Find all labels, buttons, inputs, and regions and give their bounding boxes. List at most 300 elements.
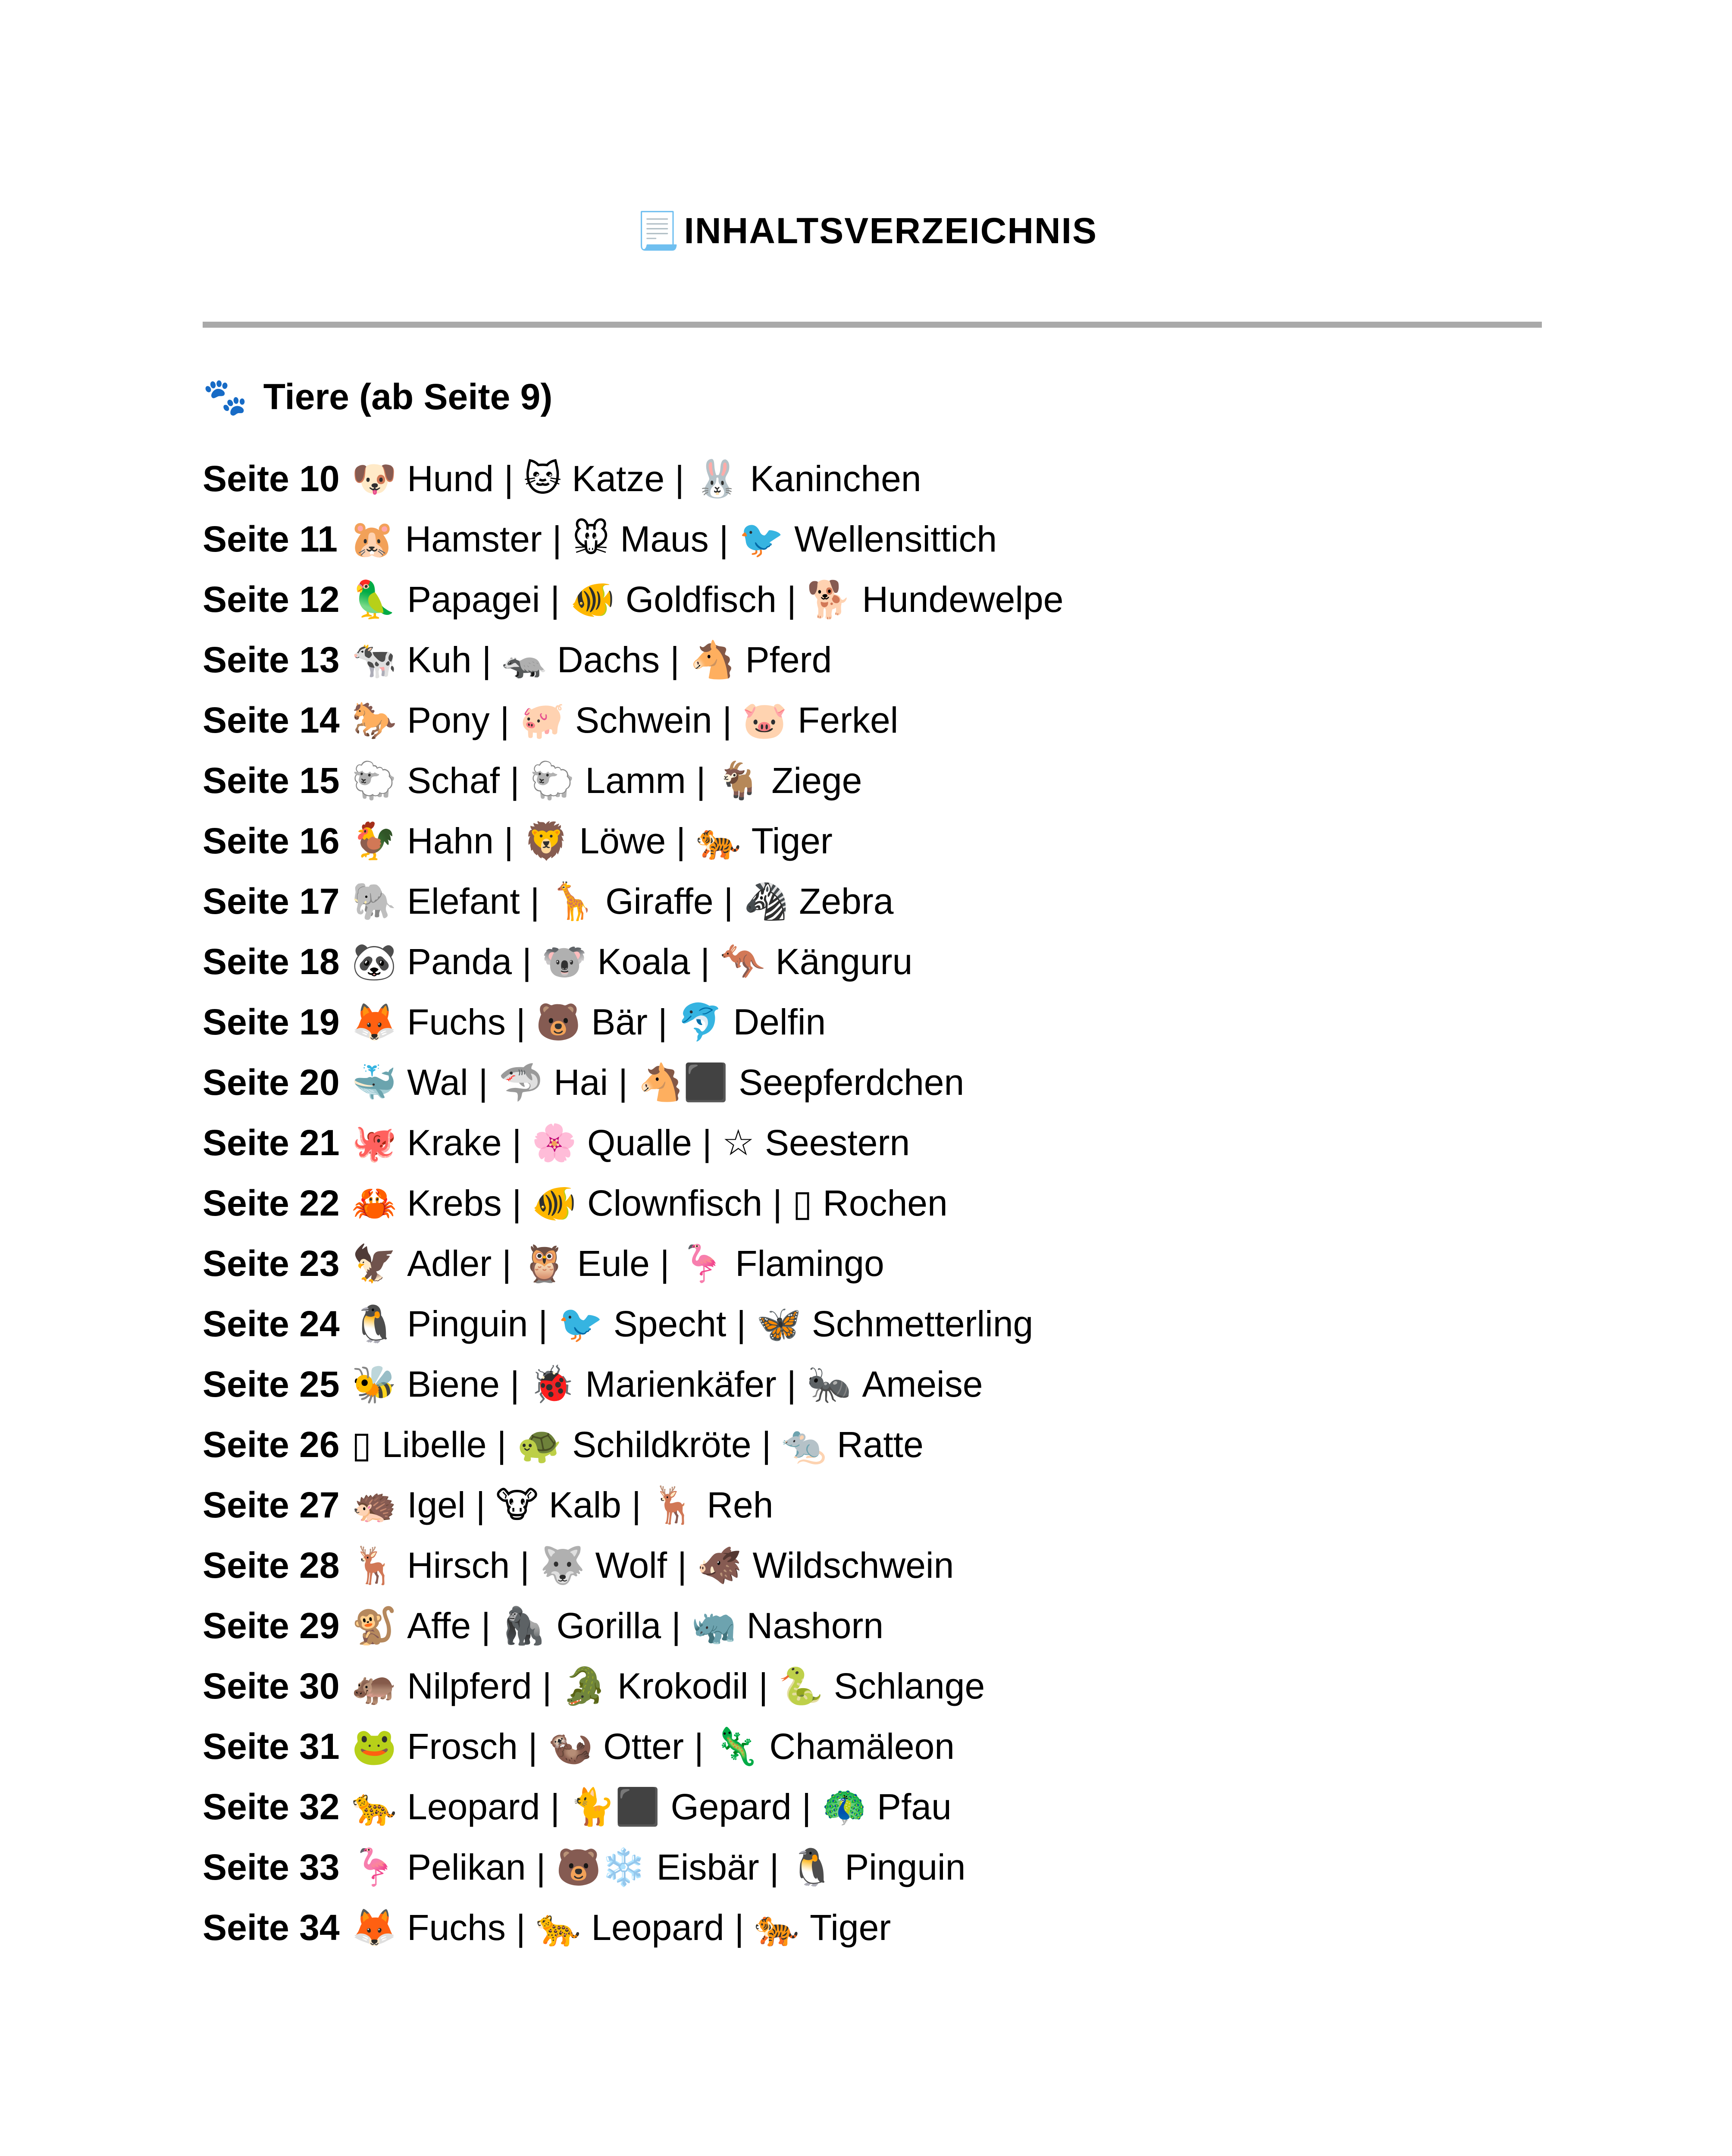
animal-icon: ☆ — [722, 1122, 755, 1163]
toc-entry — [517, 1424, 751, 1465]
toc-entry-label: Leopard — [407, 1786, 540, 1827]
animal-icon: 🐨 — [542, 941, 587, 982]
toc-separator: | — [696, 760, 706, 801]
toc-separator: | — [786, 1364, 796, 1404]
toc-separator: | — [538, 1304, 548, 1344]
animal-icon: 🐝 — [351, 1364, 397, 1404]
animal-icon: 🐭 — [572, 519, 610, 559]
toc-entry-label: Katze — [572, 458, 665, 499]
toc-page-number: Seite 34 — [203, 1907, 340, 1948]
toc-separator: | — [658, 1002, 667, 1042]
toc-entry — [821, 1786, 951, 1827]
animal-icon: 🦉 — [522, 1243, 567, 1284]
animal-icon: 🐰 — [695, 458, 740, 499]
toc-entry — [720, 941, 912, 982]
toc-entry — [756, 1304, 1033, 1344]
toc-separator: | — [736, 1304, 746, 1344]
toc-entry — [352, 579, 540, 620]
toc-entry — [352, 1786, 540, 1827]
toc-entry — [352, 1304, 528, 1344]
animal-icon: 🐧 — [351, 1304, 397, 1344]
toc-row — [203, 1052, 1539, 1112]
toc-entry-label: Marienkäfer — [585, 1364, 777, 1404]
toc-entry — [352, 1726, 518, 1767]
animal-icon: 🐧 — [789, 1847, 835, 1887]
animal-icon: 🦩 — [351, 1847, 397, 1887]
toc-separator: | — [802, 1786, 811, 1827]
animal-icon: 🐻 — [536, 1002, 581, 1042]
toc-entry-label: Hai — [554, 1062, 608, 1103]
animal-icon: 🐼 — [351, 941, 397, 982]
section-heading-text: Tiere (ab Seite 9) — [263, 376, 553, 417]
animal-icon: 🐊 — [562, 1666, 608, 1706]
toc-separator: | — [787, 579, 796, 620]
toc-entry — [678, 1002, 826, 1042]
toc-page-number: Seite 24 — [203, 1304, 340, 1344]
toc-entry — [550, 881, 713, 921]
toc-separator: | — [512, 1183, 522, 1223]
toc-entry — [524, 458, 664, 499]
toc-entry — [352, 1424, 487, 1465]
toc-entry-label: Hirsch — [407, 1545, 510, 1586]
toc-entry — [696, 821, 833, 861]
toc-separator: | — [512, 1122, 522, 1163]
animal-icon: 🦘 — [720, 941, 765, 982]
toc-separator: | — [675, 458, 684, 499]
toc-separator: | — [497, 1424, 507, 1465]
toc-page-number: Seite 25 — [203, 1364, 340, 1404]
toc-entry-label: Fuchs — [407, 1002, 506, 1042]
toc-separator: | — [671, 1605, 681, 1646]
toc-entry — [651, 1485, 774, 1525]
toc-entry — [570, 1786, 791, 1827]
toc-row — [203, 448, 1539, 509]
animal-icon: 🦌 — [351, 1545, 397, 1586]
toc-entry — [352, 1847, 526, 1887]
toc-entry-label: Pfau — [877, 1786, 952, 1827]
toc-separator: | — [552, 519, 562, 559]
toc-entry — [352, 1907, 506, 1948]
toc-entry — [524, 821, 666, 861]
toc-entry — [548, 1726, 684, 1767]
toc-entry-label: Ziege — [771, 760, 862, 801]
animal-icon: 🐆 — [536, 1907, 581, 1948]
animal-icon: 🐎 — [351, 700, 397, 740]
toc-entry — [352, 1183, 502, 1223]
toc-entry — [350, 519, 542, 559]
animal-icon: 🐷 — [742, 700, 787, 740]
toc-entry — [501, 1605, 661, 1646]
animal-icon: 🐐 — [716, 760, 761, 801]
toc-row — [203, 1777, 1539, 1837]
toc-separator: | — [550, 579, 560, 620]
toc-page-number: Seite 21 — [203, 1122, 340, 1163]
toc-entry-label: Otter — [603, 1726, 684, 1767]
toc-entry-label: Hamster — [405, 519, 542, 559]
toc-entry-label: Clownfisch — [587, 1183, 763, 1223]
toc-entry-label: Ferkel — [797, 700, 899, 740]
toc-entry-label: Löwe — [579, 821, 666, 861]
animal-icon: 🐆 — [351, 1786, 397, 1827]
toc-entry-label: Schmetterling — [811, 1304, 1034, 1344]
toc-separator: | — [700, 941, 710, 982]
toc-entry — [352, 1485, 466, 1525]
toc-entry-label: Pelikan — [407, 1847, 526, 1887]
animal-icon: 🦩 — [680, 1243, 725, 1284]
toc-page-number: Seite 11 — [203, 519, 338, 559]
toc-page-number: Seite 19 — [203, 1002, 340, 1042]
toc-entry — [495, 1485, 621, 1525]
toc-separator: | — [694, 1726, 704, 1767]
toc-row — [203, 931, 1539, 992]
animal-icon: 🦚 — [821, 1786, 867, 1827]
toc-entry-label: Panda — [407, 941, 512, 982]
toc-page-number: Seite 26 — [203, 1424, 340, 1465]
section-heading — [203, 369, 552, 425]
toc-page-number: Seite 18 — [203, 941, 340, 982]
toc-separator: | — [481, 1605, 491, 1646]
animal-icon: 🐅 — [696, 821, 741, 861]
toc-list — [203, 448, 1539, 1958]
toc-separator: | — [528, 1726, 538, 1767]
toc-entry — [352, 700, 490, 740]
toc-entry-label: Nilpferd — [407, 1666, 532, 1706]
toc-entry-label: Schlange — [833, 1666, 985, 1706]
toc-row — [203, 690, 1539, 750]
animal-icon: 🐴⬛ — [638, 1062, 729, 1103]
animal-icon: 🦀 — [351, 1183, 397, 1223]
toc-entry-label: Reh — [707, 1485, 774, 1525]
toc-separator: | — [482, 639, 492, 680]
toc-entry-label: Krebs — [407, 1183, 502, 1223]
toc-entry-label: Koala — [597, 941, 690, 982]
toc-separator: | — [510, 1364, 520, 1404]
animal-icon: ▯ — [792, 1183, 813, 1223]
toc-entry — [638, 1062, 964, 1103]
animal-icon: 🦌 — [651, 1485, 697, 1525]
animal-icon: 🐻❄️ — [556, 1847, 646, 1887]
toc-page-number: Seite 28 — [203, 1545, 340, 1586]
toc-entry-label: Leopard — [591, 1907, 724, 1948]
toc-entry-label: Wellensittich — [794, 519, 997, 559]
toc-entry-label: Pinguin — [407, 1304, 528, 1344]
animal-icon: 🐓 — [351, 821, 397, 861]
toc-entry — [562, 1666, 748, 1706]
toc-entry — [778, 1666, 985, 1706]
toc-entry — [352, 1545, 510, 1586]
animal-icon: 🦈 — [498, 1062, 544, 1103]
toc-separator: | — [510, 760, 520, 801]
toc-entry — [352, 458, 494, 499]
toc-row — [203, 871, 1539, 931]
toc-page-number: Seite 23 — [203, 1243, 340, 1284]
toc-entry — [743, 881, 893, 921]
toc-entry-label: Wolf — [595, 1545, 667, 1586]
animal-icon: 🐳 — [351, 1062, 397, 1103]
toc-separator: | — [476, 1485, 485, 1525]
toc-entry-label: Schaf — [407, 760, 500, 801]
toc-row — [203, 1354, 1539, 1414]
toc-page-number: Seite 15 — [203, 760, 340, 801]
toc-entry — [807, 579, 1064, 620]
toc-entry-label: Bär — [591, 1002, 648, 1042]
toc-entry — [520, 700, 712, 740]
animal-icon: 🐴 — [689, 639, 735, 680]
toc-separator: | — [502, 1243, 512, 1284]
toc-separator: | — [536, 1847, 546, 1887]
toc-separator: | — [618, 1062, 628, 1103]
animal-icon: 🦡 — [501, 639, 547, 680]
animal-icon: 🐮 — [495, 1485, 539, 1525]
toc-separator: | — [758, 1666, 768, 1706]
animal-icon: 🌸 — [532, 1122, 577, 1163]
animal-icon: 🐠 — [532, 1183, 577, 1223]
toc-entry — [807, 1364, 983, 1404]
toc-page-number: Seite 13 — [203, 639, 340, 680]
toc-entry — [695, 458, 921, 499]
toc-entry-label: Hund — [407, 458, 494, 499]
animal-icon: 🐬 — [677, 1002, 723, 1042]
toc-entry-label: Nashorn — [746, 1605, 884, 1646]
toc-entry — [742, 700, 898, 740]
animal-icon: 🐦 — [558, 1304, 603, 1344]
toc-entry-label: Ameise — [862, 1364, 983, 1404]
page-title-text: INHALTSVERZEICHNIS — [684, 210, 1098, 251]
animal-icon: 🐗 — [697, 1545, 742, 1586]
toc-entry — [781, 1424, 923, 1465]
toc-entry-label: Delfin — [733, 1002, 826, 1042]
animal-icon: 🐦 — [739, 519, 784, 559]
animal-icon: 🦛 — [351, 1666, 397, 1706]
toc-entry — [352, 881, 520, 921]
toc-entry-label: Krake — [407, 1122, 502, 1163]
animal-icon: 🐸 — [351, 1726, 397, 1767]
toc-entry — [680, 1243, 884, 1284]
toc-entry-label: Eisbär — [656, 1847, 759, 1887]
toc-entry-label: Libelle — [382, 1424, 487, 1465]
animal-icon: 🦏 — [691, 1605, 736, 1646]
toc-separator: | — [631, 1485, 641, 1525]
toc-entry-label: Schildkröte — [572, 1424, 752, 1465]
toc-page-number: Seite 31 — [203, 1726, 340, 1767]
toc-separator: | — [516, 1907, 526, 1948]
toc-entry — [352, 1062, 468, 1103]
toc-separator: | — [550, 1786, 560, 1827]
toc-entry — [536, 1002, 648, 1042]
toc-page-number: Seite 14 — [203, 700, 340, 740]
toc-row — [203, 992, 1539, 1052]
toc-row — [203, 1716, 1539, 1777]
toc-page-number: Seite 12 — [203, 579, 340, 620]
toc-row — [203, 509, 1539, 569]
toc-page-number: Seite 27 — [203, 1485, 340, 1525]
animal-icon: 🦒 — [550, 881, 595, 921]
toc-entry-label: Tiger — [810, 1907, 891, 1948]
toc-entry — [352, 941, 512, 982]
toc-entry-label: Kaninchen — [750, 458, 921, 499]
toc-entry-label: Pinguin — [845, 1847, 966, 1887]
toc-entry — [556, 1847, 759, 1887]
toc-entry-label: Frosch — [407, 1726, 518, 1767]
page-title — [0, 203, 1732, 259]
toc-page-number: Seite 33 — [203, 1847, 340, 1887]
paw-prints-icon: 🐾 — [203, 376, 248, 417]
toc-entry — [716, 760, 862, 801]
toc-entry-label: Igel — [407, 1485, 466, 1525]
toc-entry-label: Goldfisch — [625, 579, 777, 620]
toc-entry-label: Hundewelpe — [862, 579, 1064, 620]
toc-entry-label: Biene — [407, 1364, 500, 1404]
toc-entry-label: Krokodil — [617, 1666, 749, 1706]
toc-entry-label: Seestern — [764, 1122, 910, 1163]
toc-separator: | — [734, 1907, 744, 1948]
toc-separator: | — [761, 1424, 771, 1465]
toc-entry-label: Ratte — [837, 1424, 924, 1465]
animal-icon: ▯ — [351, 1424, 372, 1465]
toc-entry — [540, 1545, 667, 1586]
toc-entry — [530, 1364, 777, 1404]
animal-icon: 🦔 — [351, 1485, 397, 1525]
toc-separator: | — [504, 821, 514, 861]
toc-entry-label: Lamm — [585, 760, 686, 801]
toc-entry-label: Elefant — [407, 881, 520, 921]
toc-row — [203, 1535, 1539, 1595]
animal-icon: 🐕 — [806, 579, 852, 620]
toc-entry-label: Gorilla — [556, 1605, 661, 1646]
toc-separator: | — [516, 1002, 526, 1042]
toc-entry — [530, 760, 686, 801]
animal-icon: 🦅 — [351, 1243, 397, 1284]
toc-entry-label: Tiger — [751, 821, 833, 861]
horizontal-divider — [203, 322, 1542, 328]
toc-row — [203, 1837, 1539, 1897]
toc-entry-label: Giraffe — [605, 881, 714, 921]
toc-entry — [532, 1122, 692, 1163]
toc-entry-label: Maus — [620, 519, 709, 559]
toc-entry — [754, 1907, 891, 1948]
toc-separator: | — [500, 700, 510, 740]
toc-entry — [352, 1002, 506, 1042]
toc-row — [203, 1414, 1539, 1475]
toc-separator: | — [723, 881, 733, 921]
toc-separator: | — [702, 1122, 712, 1163]
toc-row — [203, 1112, 1539, 1173]
toc-entry-label: Seepferdchen — [739, 1062, 965, 1103]
page-with-curl-icon: 📃 — [634, 210, 681, 251]
toc-entry-label: Qualle — [587, 1122, 692, 1163]
toc-entry-label: Kalb — [548, 1485, 621, 1525]
animal-icon: 🐺 — [539, 1545, 585, 1586]
toc-separator: | — [478, 1062, 488, 1103]
toc-entry-label: Flamingo — [735, 1243, 884, 1284]
animal-icon: 🦁 — [523, 821, 569, 861]
animal-icon: 🐹 — [349, 519, 395, 559]
animal-icon: 🐀 — [781, 1424, 827, 1465]
toc-separator: | — [520, 1545, 529, 1586]
animal-icon: 🐶 — [351, 458, 397, 499]
animal-icon: 🦊 — [351, 1002, 397, 1042]
toc-entry — [792, 1183, 948, 1223]
animal-icon: 🦊 — [351, 1907, 397, 1948]
toc-entry — [498, 1062, 608, 1103]
toc-entry — [739, 519, 997, 559]
toc-entry — [690, 639, 832, 680]
toc-entry-label: Pony — [407, 700, 490, 740]
animal-icon: 🐙 — [351, 1122, 397, 1163]
toc-entry — [697, 1545, 954, 1586]
toc-page-number: Seite 22 — [203, 1183, 340, 1223]
toc-entry — [522, 1243, 650, 1284]
toc-entry — [691, 1605, 883, 1646]
animal-icon: 🐠 — [570, 579, 615, 620]
toc-separator: | — [542, 1666, 552, 1706]
animal-icon: 🐘 — [351, 881, 397, 921]
toc-separator: | — [522, 941, 532, 982]
toc-entry — [352, 1364, 500, 1404]
animal-icon: 🦓 — [743, 881, 789, 921]
toc-row — [203, 1656, 1539, 1716]
toc-entry-label: Specht — [613, 1304, 727, 1344]
animal-icon: 🦋 — [756, 1304, 802, 1344]
toc-entry-label: Dachs — [557, 639, 660, 680]
toc-separator: | — [677, 1545, 687, 1586]
toc-entry — [352, 639, 472, 680]
toc-entry-label: Fuchs — [407, 1907, 506, 1948]
toc-page-number: Seite 16 — [203, 821, 340, 861]
animal-icon: 🐄 — [351, 639, 397, 680]
toc-separator: | — [660, 1243, 670, 1284]
animal-icon: 🐑 — [529, 760, 575, 801]
toc-entry — [536, 1907, 724, 1948]
toc-entry — [558, 1304, 726, 1344]
animal-icon: 🦜 — [351, 579, 397, 620]
toc-separator: | — [670, 639, 680, 680]
toc-row — [203, 1475, 1539, 1535]
toc-entry-label: Eule — [577, 1243, 650, 1284]
toc-entry-label: Gepard — [670, 1786, 792, 1827]
toc-row — [203, 1897, 1539, 1958]
toc-entry-label: Känguru — [775, 941, 913, 982]
toc-entry — [352, 760, 500, 801]
toc-entry — [714, 1726, 955, 1767]
toc-separator: | — [769, 1847, 779, 1887]
toc-entry-label: Papagei — [407, 579, 540, 620]
animal-icon: 🐢 — [517, 1424, 562, 1465]
toc-row — [203, 1294, 1539, 1354]
toc-row — [203, 1595, 1539, 1656]
animal-icon: 🐈⬛ — [570, 1786, 661, 1827]
toc-page-number: Seite 17 — [203, 881, 340, 921]
toc-entry — [570, 579, 777, 620]
toc-page-number: Seite 29 — [203, 1605, 340, 1646]
toc-row — [203, 569, 1539, 630]
animal-icon: 🐖 — [520, 700, 565, 740]
animal-icon: 🐅 — [754, 1907, 800, 1948]
toc-separator: | — [676, 821, 686, 861]
toc-page-number: Seite 10 — [203, 458, 340, 499]
toc-entry — [501, 639, 660, 680]
animal-icon: 🐍 — [778, 1666, 824, 1706]
toc-row — [203, 811, 1539, 871]
toc-page-number: Seite 30 — [203, 1666, 340, 1706]
toc-entry — [352, 1243, 492, 1284]
toc-entry-label: Hahn — [407, 821, 494, 861]
toc-separator: | — [773, 1183, 782, 1223]
toc-entry — [542, 941, 690, 982]
animal-icon: 🦍 — [501, 1605, 546, 1646]
toc-entry-label: Rochen — [823, 1183, 948, 1223]
toc-entry — [789, 1847, 966, 1887]
